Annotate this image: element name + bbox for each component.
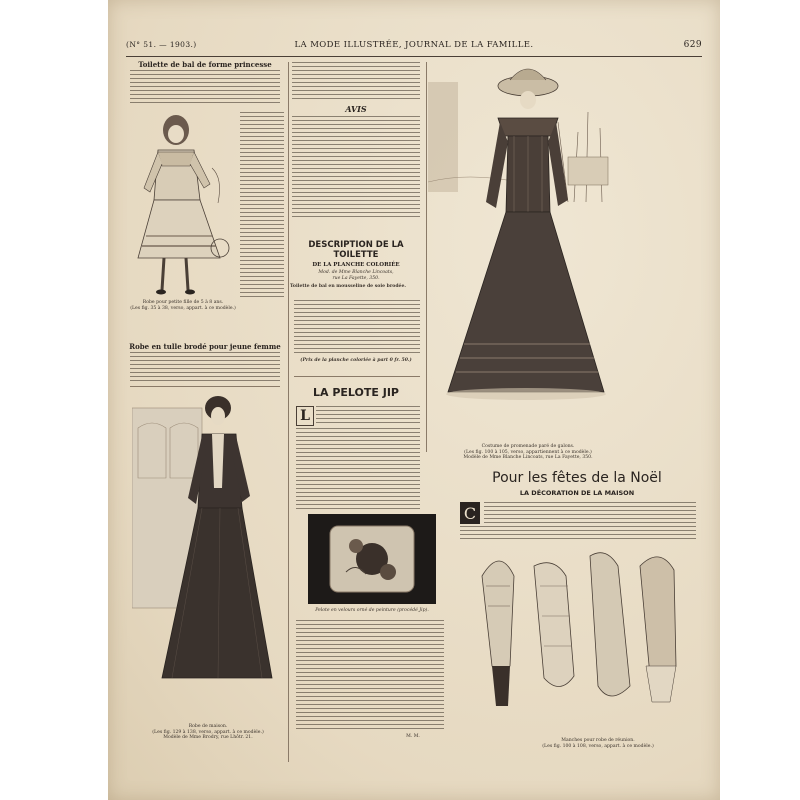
description-lead: Toilette de bal en mousseline de soie brodée.	[290, 284, 406, 290]
page-number: 629	[683, 40, 702, 50]
noel-heading-block	[452, 470, 702, 497]
caption-block	[148, 724, 268, 741]
drop-cap	[460, 502, 480, 524]
article-text	[130, 352, 280, 382]
column-separator	[288, 62, 289, 762]
caption-block	[528, 738, 668, 749]
figure-reference: (Les fig. 100 à 108, verso, appart. à ce modèle.)	[542, 743, 654, 749]
noel-title: Pour les fêtes de la Noël	[492, 470, 662, 486]
description-title: DESCRIPTION DE LA TOILETTE	[308, 240, 404, 260]
column-separator	[426, 62, 427, 452]
girl-dress-illustration	[128, 108, 238, 308]
article-text	[294, 300, 420, 356]
figure-caption: Robe pour petite fille de 5 à 8 ans.	[142, 300, 224, 305]
figure-caption: Robe de maison.	[188, 724, 228, 729]
avis-block	[292, 104, 420, 114]
signature: M. M.	[406, 734, 420, 739]
article-text	[292, 62, 420, 100]
pelote-heading-block	[292, 386, 420, 399]
promenade-costume-illustration	[428, 62, 618, 442]
article-text	[316, 406, 420, 424]
figure-reference: (Les fig. 35 à 38, verso, appart. à ce modèle.)	[130, 305, 236, 311]
svg-text:C: C	[463, 504, 477, 523]
house-dress-illustration	[132, 388, 282, 688]
issue-number: (N° 51. — 1903.)	[126, 40, 197, 49]
description-block	[290, 240, 422, 290]
model-credit: Modèle de Mme Blanche Lincoats, rue La Fayette, 350.	[463, 455, 593, 461]
divider	[294, 376, 420, 377]
article-text	[296, 620, 444, 730]
caption-block	[304, 608, 440, 614]
caption-block	[128, 300, 238, 311]
article-text	[296, 428, 420, 510]
model-credit: Modèle de Mme Brodry, rue Lhôtr. 21.	[163, 735, 253, 741]
magazine-page	[108, 0, 720, 800]
figure-caption: Costume de promenade paré de galons.	[481, 444, 575, 449]
drop-cap: L	[296, 406, 314, 426]
avis-heading: AVIS	[345, 104, 367, 114]
pelote-title: LA PELOTE JIP	[313, 386, 399, 399]
signature-block	[388, 734, 438, 740]
model-credit: Mod. de Mme Blanche Lincoats,	[318, 270, 394, 275]
sleeves-illustration	[470, 546, 700, 736]
description-subtitle: DE LA PLANCHE COLORIÉE	[312, 262, 400, 268]
price-note: (Prix de la planche coloriée à part 0 fr. 50.)	[300, 358, 412, 363]
noel-subtitle: LA DÉCORATION DE LA MAISON	[519, 489, 635, 497]
left-column	[126, 60, 284, 69]
article-text	[484, 502, 696, 524]
journal-title: LA MODE ILLUSTRÉE, JOURNAL DE LA FAMILLE.	[294, 40, 534, 50]
figure-caption: Manches pour robe de réunion.	[561, 738, 635, 743]
caption-block	[448, 444, 608, 461]
figure-caption: Pelote en velours orné de peinture (procédé Jip).	[315, 608, 429, 613]
article-text	[130, 70, 280, 106]
figure-reference: (Les fig. 100 à 105, verso, appartiennent à ce modèle.)	[464, 449, 592, 455]
header-rule	[126, 56, 702, 57]
figure-reference: (Les fig. 129 à 138, verso, appart. à ce modèle.)	[152, 729, 264, 735]
article-text	[292, 116, 420, 220]
model-address: rue La Fayette, 350.	[332, 275, 380, 281]
pelote-photo	[308, 514, 436, 604]
divider	[130, 386, 280, 387]
section-heading: Robe en tulle brodé pour jeune femme	[129, 342, 281, 351]
running-header	[126, 40, 702, 54]
section-heading-block	[126, 342, 284, 351]
article-text	[460, 526, 696, 540]
section-heading: Toilette de bal de forme princesse	[138, 60, 272, 69]
article-text	[240, 112, 284, 298]
